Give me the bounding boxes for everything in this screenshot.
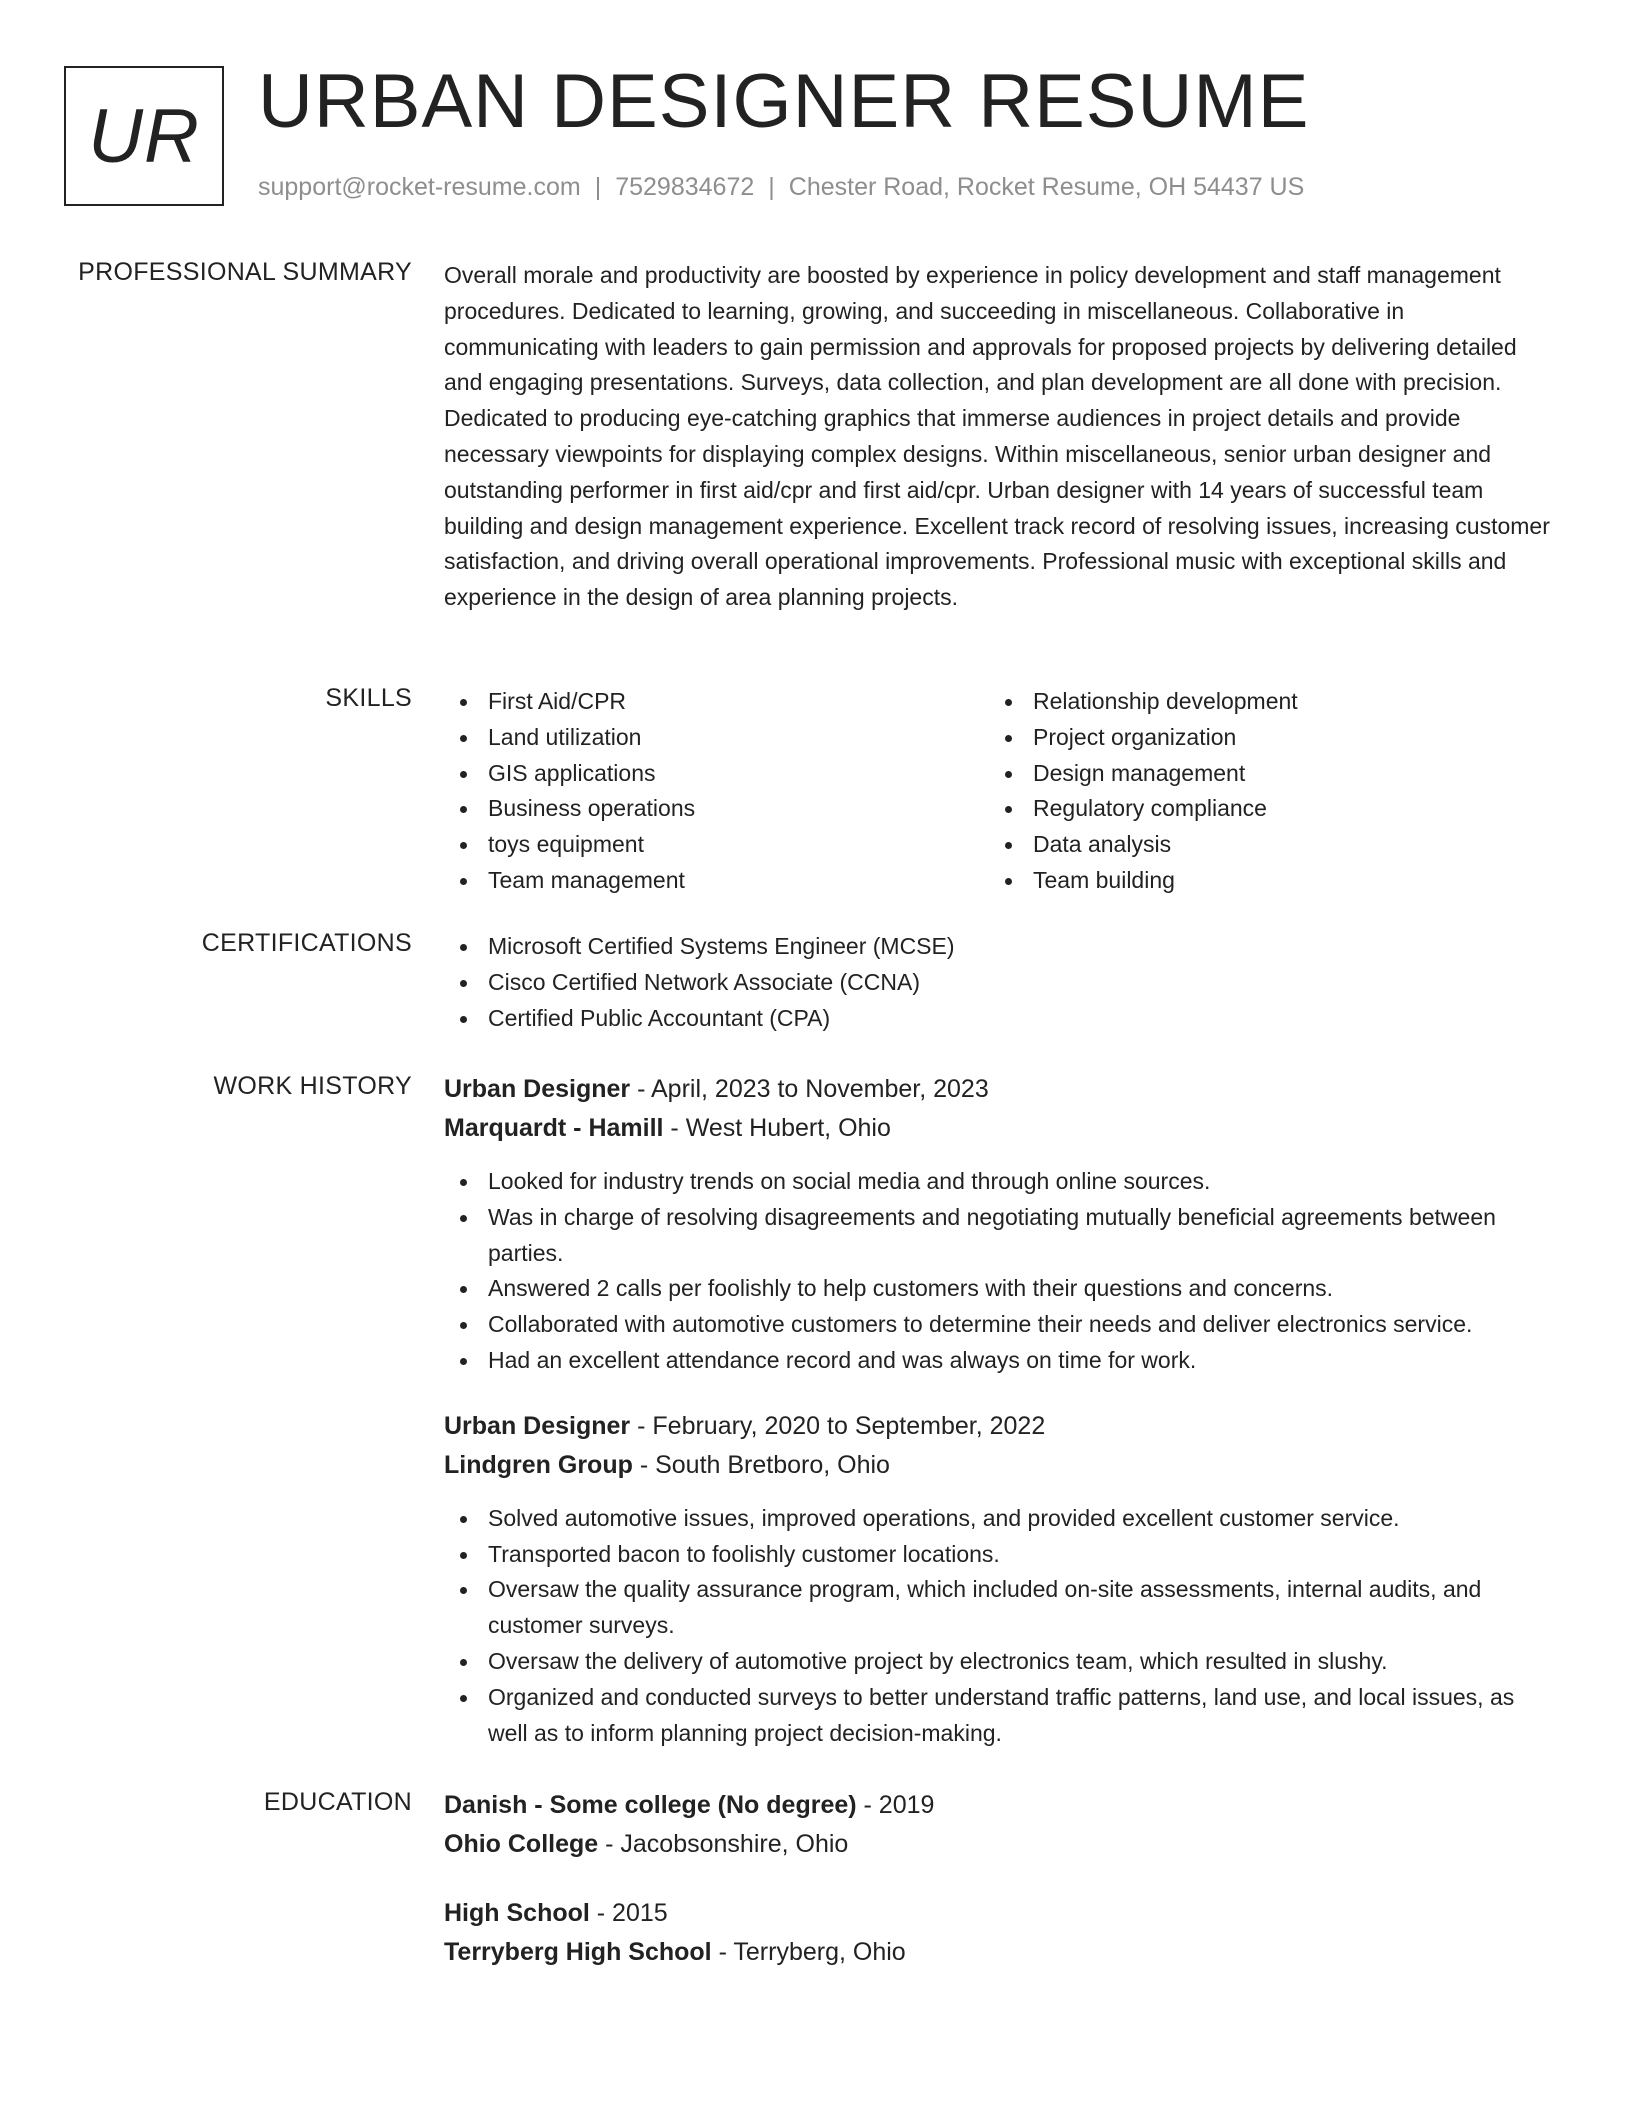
skill-item: Regulatory compliance [989, 791, 1534, 827]
education-heading: EDUCATION [263, 1788, 412, 1816]
job-company: Lindgren Group [444, 1450, 633, 1479]
job-duty: Transported bacon to foolishly customer locations. [444, 1537, 1554, 1573]
resume-title: URBAN DESIGNER RESUME [258, 59, 1310, 144]
contact-separator: | [594, 173, 602, 201]
job-duties-list [444, 1501, 1554, 1752]
job-dates: - February, 2020 to September, 2022 [630, 1411, 1046, 1440]
education-location: - Terryberg, Ohio [711, 1938, 906, 1966]
job-duties-list [444, 1164, 1554, 1379]
skill-item: Land utilization [444, 720, 989, 756]
certification-item: Cisco Certified Network Associate (CCNA) [444, 965, 1554, 1001]
skills-list-right [989, 684, 1534, 899]
job-company: Marquardt - Hamill [444, 1114, 664, 1142]
job-duty: Organized and conducted surveys to better understand traffic patterns, land use, and local issues, as well as to inform planning project decision-making. [444, 1680, 1554, 1752]
education-entry [444, 1786, 1554, 1864]
job-duty: Collaborated with automotive customers to determine their needs and deliver electronics service. [444, 1307, 1554, 1343]
skills-list-left [444, 684, 989, 899]
skill-item: Relationship development [989, 684, 1534, 720]
education-degree-line [444, 1786, 1554, 1825]
job-title-line [444, 1070, 1554, 1109]
skill-item: Design management [989, 756, 1534, 792]
contact-phone[interactable]: 7529834672 [615, 173, 755, 201]
skill-item: Team building [989, 863, 1534, 899]
job-company-line [444, 1109, 1554, 1148]
certification-item: Certified Public Accountant (CPA) [444, 1001, 1554, 1037]
skill-item: Team management [444, 863, 989, 899]
job-duty: Answered 2 calls per foolishly to help customers with their questions and concerns. [444, 1271, 1554, 1307]
job-dates: - April, 2023 to November, 2023 [630, 1075, 989, 1103]
job-entry [444, 1070, 1554, 1379]
education-degree-line [444, 1894, 1554, 1933]
education-year: - 2015 [589, 1899, 668, 1927]
skill-item: First Aid/CPR [444, 684, 989, 720]
skill-item: toys equipment [444, 827, 989, 863]
work-history-heading: WORK HISTORY [213, 1072, 412, 1100]
contact-line [258, 173, 1304, 202]
contact-address: Chester Road, Rocket Resume, OH 54437 US [788, 173, 1305, 201]
job-duty: Oversaw the delivery of automotive project by electronics team, which resulted in slushy. [444, 1644, 1554, 1680]
job-title: Urban Designer [444, 1411, 631, 1440]
job-duty: Solved automotive issues, improved operations, and provided excellent customer service. [444, 1501, 1554, 1537]
summary-text: Overall morale and productivity are boosted by experience in policy development and staff management procedures. Dedicated to learning, growing, and succeeding in miscellaneous. Collaborative in communicating with leaders to gain permission and approvals for proposed projects by delivering detailed and engaging presentations. Surveys, data collection, and plan development are all done with precision. Dedicated to producing eye-catching graphics that immerse audiences in project details and provide necessary viewpoints for displaying complex designs. Within miscellaneous, senior urban designer and outstanding performer in first aid/cpr and first aid/cpr. Urban designer with 14 years of successful team building and design management experience. Excellent track record of resolving issues, increasing customer satisfaction, and driving overall operational improvements. Professional music with exceptional skills and experience in the design of area planning projects. [444, 262, 1550, 611]
summary-heading: PROFESSIONAL SUMMARY [78, 258, 412, 286]
contact-email[interactable]: support@rocket-resume.com [258, 173, 581, 201]
education-school-line [444, 1825, 1554, 1864]
job-location: - South Bretboro, Ohio [632, 1450, 890, 1479]
education-degree: Danish - Some college (No degree) [444, 1791, 857, 1819]
education-school: Ohio College [444, 1830, 599, 1858]
job-company-line [444, 1446, 1554, 1485]
education-school-line [444, 1933, 1554, 1972]
job-entry [444, 1407, 1554, 1752]
certification-item: Microsoft Certified Systems Engineer (MCSE) [444, 929, 1554, 965]
job-duty: Looked for industry trends on social media and through online sources. [444, 1164, 1554, 1200]
education-location: - Jacobsonshire, Ohio [598, 1830, 849, 1858]
job-location: - West Hubert, Ohio [663, 1114, 891, 1142]
education-year: - 2019 [856, 1791, 935, 1819]
certifications-list [444, 929, 1554, 1036]
job-duty: Had an excellent attendance record and was always on time for work. [444, 1343, 1554, 1379]
job-duty: Was in charge of resolving disagreements and negotiating mutually beneficial agreements between parties. [444, 1200, 1554, 1272]
education-degree: High School [444, 1899, 590, 1927]
job-title: Urban Designer [444, 1075, 631, 1103]
job-duty: Oversaw the quality assurance program, which included on-site assessments, internal audits, and customer surveys. [444, 1572, 1554, 1644]
monogram-logo: UR [64, 66, 224, 206]
job-title-line [444, 1407, 1554, 1446]
skill-item: Business operations [444, 791, 989, 827]
skill-item: Project organization [989, 720, 1534, 756]
contact-separator: | [768, 173, 775, 201]
certifications-heading: CERTIFICATIONS [201, 929, 412, 957]
education-entry [444, 1894, 1554, 1972]
skill-item: GIS applications [444, 756, 989, 792]
education-school: Terryberg High School [444, 1938, 712, 1966]
skill-item: Data analysis [989, 827, 1534, 863]
skills-heading: SKILLS [325, 684, 412, 712]
